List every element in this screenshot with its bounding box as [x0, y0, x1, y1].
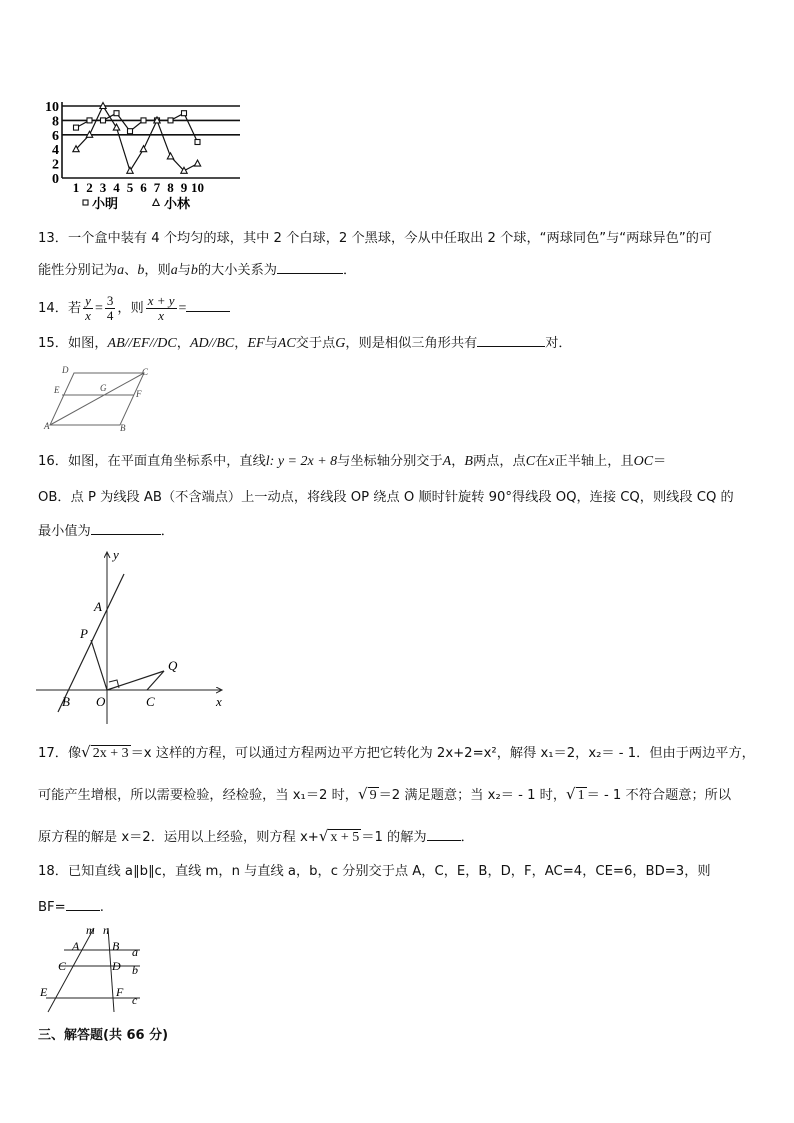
- q16-text: ＝: [653, 454, 667, 469]
- q18-text: .: [99, 900, 104, 915]
- q17-text: 原方程的解是 x＝2．运用以上经验，则方程 x+: [38, 830, 319, 845]
- q13-text: 与: [177, 263, 191, 278]
- label-q: Q: [168, 658, 178, 673]
- condition-parallel-2: AD//BC: [189, 336, 235, 351]
- question-16-line3: [38, 520, 174, 542]
- label-y: y: [113, 547, 119, 562]
- data-point-square: [128, 129, 133, 134]
- label-e-point: E: [40, 985, 48, 999]
- data-point-triangle: [194, 160, 200, 166]
- q18-parallel-lines-figure: [36, 922, 146, 1014]
- x-tick-label: 4: [113, 180, 120, 195]
- label-e: E: [54, 385, 60, 395]
- point-g: G: [335, 336, 346, 351]
- segment-ef: EF: [247, 336, 265, 351]
- q18-text: BF=: [38, 900, 66, 915]
- equals-sign: =: [178, 301, 187, 316]
- data-point-square: [141, 118, 146, 123]
- label-n: n: [103, 923, 109, 937]
- answer-blank[interactable]: [427, 826, 461, 841]
- chart-tick-labels: [45, 100, 204, 195]
- x-tick-label: 6: [140, 180, 147, 195]
- label-line-a: a: [132, 945, 138, 959]
- answer-blank[interactable]: [277, 259, 343, 274]
- label-b: B: [120, 423, 126, 431]
- x-tick-label: 5: [126, 180, 134, 195]
- chart-series: [73, 103, 201, 174]
- radical-sign: √: [566, 785, 576, 803]
- q17-text: ＝ - 1 不符合题意；所以: [586, 788, 732, 803]
- legend-label-xiaolin: 小林: [164, 196, 191, 211]
- fraction-xy-over-x: [146, 294, 177, 323]
- data-point-triangle: [140, 146, 146, 152]
- data-point-square: [195, 140, 200, 145]
- label-m: m: [86, 923, 95, 937]
- q16-text: 最小值为: [38, 524, 91, 539]
- q16-text: 与坐标轴分别交于: [337, 454, 443, 469]
- label-a: A: [94, 599, 102, 614]
- q16-text: 正半轴上，且: [554, 454, 634, 469]
- label-p: P: [80, 626, 88, 641]
- denominator: x: [158, 307, 165, 323]
- question-15: [38, 332, 572, 354]
- question-13-line2: [38, 259, 356, 281]
- label-d-point: D: [112, 959, 121, 973]
- label-d: D: [62, 365, 69, 375]
- label-f-point: F: [116, 985, 124, 999]
- var-a: a: [170, 263, 178, 278]
- q16-text: 在: [535, 454, 549, 469]
- section-heading: 三、解答题(共 66 分): [38, 1028, 169, 1043]
- y-tick-label: 8: [52, 114, 59, 130]
- q13-text: 、: [124, 263, 138, 278]
- question-16-line2: [38, 488, 734, 508]
- numerator: y: [85, 292, 91, 308]
- legend-marker-square: [83, 200, 88, 205]
- q14-text: ，则: [117, 301, 144, 316]
- var-b: b: [190, 263, 198, 278]
- q15-text: ，则是相似三角形共有: [345, 336, 478, 351]
- label-a-point: A: [72, 939, 80, 953]
- answer-blank[interactable]: [186, 297, 230, 312]
- chart-legend: [83, 196, 191, 211]
- legend-marker-triangle: [153, 199, 159, 206]
- data-point-triangle: [167, 153, 173, 159]
- label-o: O: [96, 694, 106, 709]
- data-point-square: [74, 125, 79, 130]
- q17-text: ＝x 这样的方程，可以通过方程两边平方把它转化为 2x+2=x²，解得 x₁＝2，x₂＝ - 1．但由于两边平方，: [130, 746, 755, 761]
- question-18: [38, 862, 711, 882]
- q17-text: ＝1 的解为: [361, 830, 427, 845]
- point-b: B: [464, 454, 473, 469]
- q15-text: ，: [234, 336, 248, 351]
- x-tick-label: 1: [72, 180, 80, 195]
- answer-blank[interactable]: [91, 520, 161, 535]
- var-b: b: [137, 263, 145, 278]
- data-point-square: [87, 118, 92, 123]
- radical-sign: √: [81, 743, 91, 761]
- question-13: [38, 229, 712, 249]
- q18-text: 18．已知直线 a∥b∥c，直线 m，n 与直线 a，b，c 分别交于点 A，C，E，B，D，F，AC=4，CE=6，BD=3，则: [38, 864, 711, 879]
- point-c: C: [525, 454, 536, 469]
- q16-text: 两点，点: [472, 454, 526, 469]
- data-point-square: [182, 111, 187, 116]
- x-tick-label: 10: [191, 180, 204, 195]
- radicand: 2x + 3: [92, 746, 129, 761]
- q15-label: 15．如图，: [38, 336, 108, 351]
- point-a: A: [442, 454, 452, 469]
- label-x: x: [216, 694, 222, 709]
- question-14: [38, 292, 230, 326]
- score-line-chart: [36, 92, 246, 217]
- label-g: G: [100, 383, 107, 393]
- y-tick-label: 2: [52, 157, 59, 173]
- data-point-square: [101, 118, 106, 123]
- numerator: x + y: [147, 292, 175, 308]
- axis-x: x: [548, 454, 555, 469]
- denominator: 4: [106, 307, 114, 323]
- label-line-b: b: [132, 963, 138, 977]
- radicand: 1: [577, 788, 585, 803]
- q15-parallelogram-figure: [40, 363, 160, 431]
- q13-text: 的大小关系为: [197, 263, 277, 278]
- q17-text: ．: [460, 830, 474, 845]
- q14-label: 14．若: [38, 301, 82, 316]
- q16-text: 16．如图，在平面直角坐标系中，直线: [38, 454, 266, 469]
- equals-sign: =: [94, 301, 103, 316]
- q16-coordinate-figure: [36, 546, 236, 726]
- y-tick-label: 4: [52, 143, 59, 159]
- x-tick-label: 8: [167, 180, 174, 195]
- label-f: F: [136, 389, 142, 399]
- x-tick-label: 2: [86, 180, 93, 195]
- answer-blank[interactable]: [66, 896, 100, 911]
- x-tick-label: 7: [153, 180, 161, 195]
- label-a: A: [44, 421, 50, 431]
- radical-sign: √: [358, 785, 368, 803]
- legend-label-xiaoming: 小明: [92, 196, 119, 211]
- x-tick-label: 3: [99, 180, 107, 195]
- question-17-line3: [38, 826, 474, 848]
- label-b: B: [62, 694, 70, 709]
- q15-text: 交于点: [295, 336, 336, 351]
- chart-axes: [62, 102, 240, 178]
- label-b-point: B: [112, 939, 120, 953]
- condition-parallel-1: AB//EF//DC: [107, 336, 177, 351]
- y-tick-label: 0: [52, 172, 59, 187]
- label-line-c: c: [132, 993, 138, 1007]
- segment-oc: OC: [633, 454, 654, 469]
- var-a: a: [117, 263, 125, 278]
- series-line-xiaoming: [76, 113, 198, 142]
- q13-text: 能性分别记为: [38, 263, 118, 278]
- q16-text: OB．点 P 为线段 AB（不含端点）上一动点，将线段 OP 绕点 O 顺时针旋转 90°得线段 OQ，连接 CQ，则线段 CQ 的: [38, 490, 734, 505]
- question-16: [38, 452, 666, 472]
- question-17: [38, 742, 755, 764]
- q16-text: ，: [451, 454, 465, 469]
- q13-line1: 13．一个盒中装有 4 个均匀的球，其中 2 个白球，2 个黑球，今从中任取出 2 个球，“两球同色”与“两球异色”的可: [38, 231, 713, 246]
- q17-text: 可能产生增根，所以需要检验，经检验，当 x₁＝2 时，: [38, 788, 358, 803]
- q16-text: ．: [160, 524, 174, 539]
- question-18-line2: [38, 896, 104, 918]
- y-tick-label: 10: [45, 100, 59, 115]
- radicand: x + 5: [330, 830, 360, 845]
- data-point-square: [168, 118, 173, 123]
- q15-text: 与: [264, 336, 278, 351]
- question-17-line2: [38, 784, 731, 806]
- answer-blank[interactable]: [477, 332, 545, 347]
- label-c: C: [142, 367, 149, 377]
- line-equation: : y = 2x + 8: [269, 454, 338, 469]
- label-c: C: [146, 694, 155, 709]
- y-tick-label: 6: [52, 128, 59, 144]
- q13-text: ，则: [144, 263, 171, 278]
- x-tick-label: 9: [180, 180, 188, 195]
- data-point-square: [114, 111, 119, 116]
- fraction-y-over-x: [83, 294, 93, 323]
- q17-text: 17．像: [38, 746, 82, 761]
- fraction-3-over-4: [105, 294, 116, 323]
- q17-text: ＝2 满足题意；当 x₂＝ - 1 时，: [378, 788, 567, 803]
- segment-ac: AC: [277, 336, 296, 351]
- numerator: 3: [106, 292, 114, 308]
- q15-text: 对．: [545, 336, 572, 351]
- denominator: x: [85, 307, 91, 323]
- radical-sign: √: [318, 827, 329, 845]
- q13-text: ．: [343, 263, 357, 278]
- line-l: l: [265, 454, 270, 469]
- radicand: 9: [369, 788, 377, 803]
- label-c-point: C: [58, 959, 67, 973]
- q15-text: ，: [176, 336, 190, 351]
